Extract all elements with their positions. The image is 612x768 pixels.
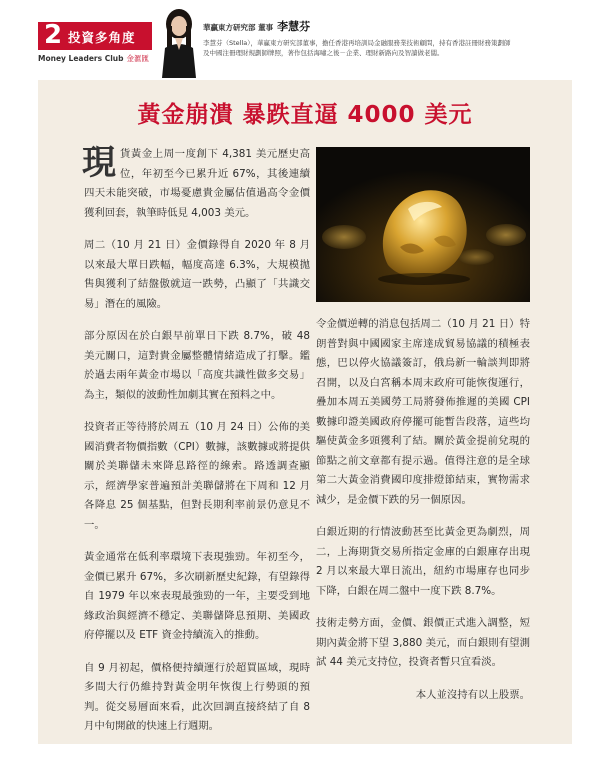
article-paragraph: 周二（10 月 21 日）金價錄得自 2020 年 8 月以來最大單日跌幅，幅度高達 6.3%，大規模拋售與獲利了結盤傲就這一跌勢，凸顯了「共識交易」潛在的風險。 [84, 239, 310, 310]
gold-nugget-image [316, 147, 530, 302]
author-role: 華贏東方研究部 董事 [203, 23, 274, 32]
club-name: Money Leaders Club 金滙匯 [38, 54, 149, 63]
author-bio: 李慧芬（Stella），華贏東方研究部董事，擔任香港再培訓局金融服務業技術顧問，持有香港註冊財務策劃師及中國注冊理財規劃師牌照，著作包括海嘯之後－企業、理財新路向及智讀做老闆。 [203, 39, 511, 57]
article-title: 黃金崩潰 暴跌直逼 4000 美元 [137, 102, 473, 128]
article-paragraph: 投資者正等待將於周五（10 月 24 日）公佈的美國消費者物價指數（CPI）數據，該數據或將提供關於美聯儲未來降息路徑的線索。路透調查顯示，經濟學家普遍預計美聯儲將在下周和 12 月各降息 25 個基點，但對長期利率前景仍意見不一。 [84, 421, 310, 531]
drop-cap: 現 [82, 143, 116, 183]
article-paragraph: 部分原因在於白銀早前單日下跌 8.7%，破 48 美元關口，這對貴金屬整體情緒造成了打擊。鑑於過去兩年黃金市場以「高度共識性做多交易」為主，類似的波動性加劇其實在預料之中。 [84, 330, 310, 401]
article-paragraph: 白銀近期的行情波動甚至比黃金更為劇烈，周二，上海期貨交易所指定金庫的白銀庫存出現 2 月以來最大單日流出，紐約市場庫存也同步下降，白銀在周二盤中一度下跌 8.7%。 [316, 526, 530, 597]
article-paragraph: 自 9 月初起，價格便持續運行於超買區域，現時多間大行仍維持對黃金明年恢復上行勢頭的預判。從交易層面來看，此次回調直接終結了自 8 月中旬開啟的快速上行週期。 [84, 661, 310, 732]
page-header [0, 0, 612, 78]
author-info [203, 18, 513, 58]
section-title: 投資多角度 [68, 30, 136, 45]
article-paragraph: 技術走勢方面，金價、銀價正式進入調整，短期內黃金將下望 3,880 美元，而白銀則有望測試 44 美元支持位，投資者暫只宜看淡。 [316, 617, 530, 668]
article-paragraph: 現貨黃金上周一度創下 4,381 美元歷史高位，年初至今已累升近 67%，其後連續四天未能突破，市場憂慮貴金屬估值過高令金價獲利回套，執筆時低見 4,003 美元。 [82, 143, 310, 219]
article-paragraph: 黃金通常在低利率環境下表現強勁。年初至今，金價已累升 67%，多次刷新歷史紀錄，有望錄得自 1979 年以來表現最強勁的一年，主要受到地緣政治與經濟不穩定、美聯儲降息預期、美國政府停擺以及 ETF 資金持續流入的推動。 [84, 551, 310, 641]
author-photo [160, 6, 198, 78]
disclaimer: 本人並沒持有以上股票。 [415, 688, 530, 701]
author-name: 李慧芬 [277, 20, 311, 33]
article-left-column [84, 145, 310, 750]
section-number: 2 [44, 20, 63, 50]
article-right-column [316, 315, 530, 718]
club-suffix: 金滙匯 [126, 54, 149, 63]
article-panel [38, 80, 572, 744]
author-heading [203, 18, 513, 34]
section-tab [38, 22, 152, 50]
article-paragraph: 令金價逆轉的消息包括周二（10 月 21 日）特朗普對與中國國家主席達成貿易協議的積極表態，巴以停火協議簽訂，俄烏新一輪談判即將召開，以及白宮稱本周末政府可能恢復運行，疊加本周五美國勞工局將發佈推遲的美國 CPI 數據印證美國政府停擺可能暫告段落，這些均驅使黃金多頭獲利了結。關於黃金提前兌現的節點之前文章都有提示過。值得注意的是全球第二大黃金消費國印度排燈節結束，實物需求減少，是金價下跌的另一個原因。 [316, 318, 530, 506]
